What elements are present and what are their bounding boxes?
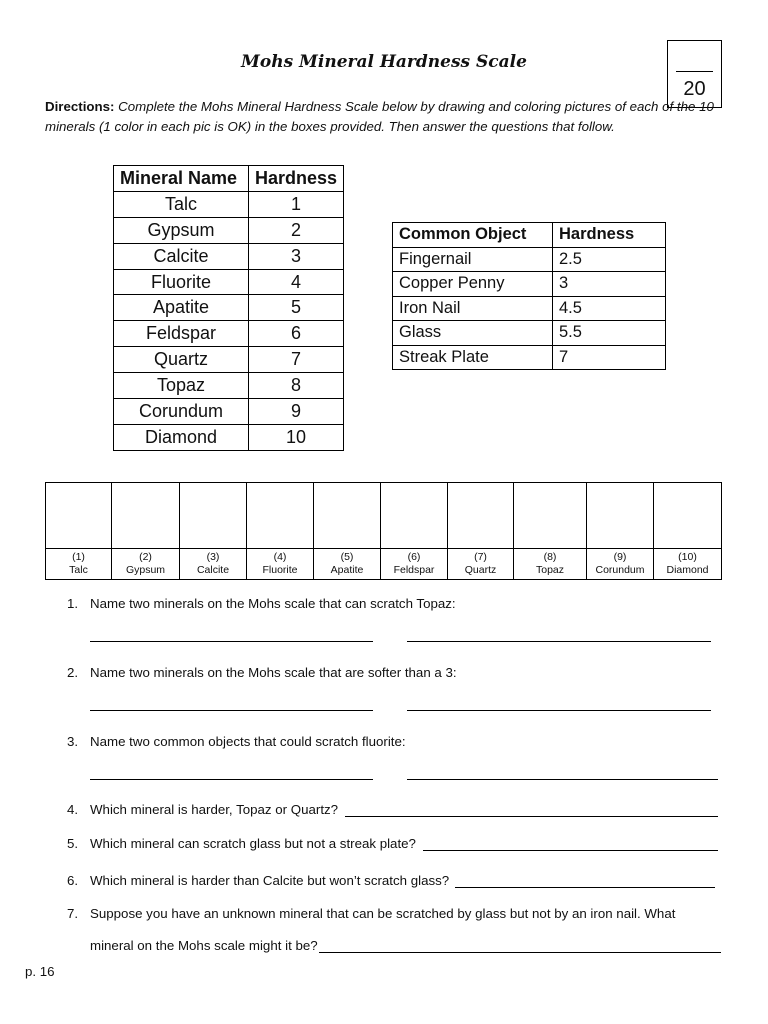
mineral-hardness-table (113, 165, 344, 451)
answer-line-6[interactable] (455, 887, 715, 888)
hardness-cell: 4.5 (553, 296, 666, 321)
answer-line-1b[interactable] (407, 641, 711, 642)
hardness-cell: 2.5 (553, 247, 666, 272)
drawing-box-apatite[interactable] (314, 483, 381, 549)
mineral-name-cell: Fluorite (114, 269, 249, 295)
drawing-box-feldspar[interactable] (381, 483, 448, 549)
answer-line-4[interactable] (345, 816, 718, 817)
drawing-box-quartz[interactable] (448, 483, 514, 549)
box-mineral-name: Feldspar (393, 564, 435, 576)
box-mineral-name: Diamond (666, 564, 709, 576)
box-number: (4) (273, 551, 287, 563)
hardness-cell: 7 (249, 347, 344, 373)
drawing-box-label (654, 549, 722, 580)
table-row (114, 347, 344, 373)
box-number: (7) (474, 551, 487, 563)
box-number: (9) (613, 551, 627, 563)
table-row (393, 321, 666, 346)
table-row (393, 296, 666, 321)
table-row (393, 272, 666, 297)
question-text: Which mineral can scratch glass but not a streak plate? (90, 836, 416, 851)
box-number: (1) (72, 551, 85, 563)
column-header: Common Object (393, 223, 553, 248)
page-title: Mohs Mineral Hardness Scale (241, 52, 527, 72)
question-number: 2. (67, 665, 79, 680)
drawing-label-row (46, 549, 722, 580)
table-row (114, 373, 344, 399)
object-name-cell: Glass (393, 321, 553, 346)
table-row (114, 217, 344, 243)
hardness-cell: 5.5 (553, 321, 666, 346)
question-number: 1. (67, 596, 79, 611)
drawing-box-label (46, 549, 112, 580)
table-row (393, 345, 666, 370)
drawing-box-label (180, 549, 247, 580)
hardness-cell: 7 (553, 345, 666, 370)
drawing-box-label (514, 549, 587, 580)
drawing-box-label (247, 549, 314, 580)
table-row (114, 191, 344, 217)
hardness-cell: 4 (249, 269, 344, 295)
directions-label: Directions: (45, 99, 115, 114)
answer-line-5[interactable] (423, 850, 718, 851)
box-mineral-name: Talc (69, 564, 88, 576)
box-number: (6) (407, 551, 421, 563)
page-number: p. 16 (25, 964, 55, 979)
drawing-box-diamond[interactable] (654, 483, 722, 549)
question-text: Which mineral is harder than Calcite but won’t scratch glass? (90, 873, 450, 888)
hardness-cell: 9 (249, 399, 344, 425)
hardness-cell: 2 (249, 217, 344, 243)
drawing-box-label (587, 549, 654, 580)
box-mineral-name: Corundum (595, 564, 645, 576)
box-mineral-name: Quartz (464, 564, 497, 576)
box-number: (5) (340, 551, 354, 563)
mineral-name-cell: Corundum (114, 399, 249, 425)
box-number: (3) (206, 551, 220, 563)
column-header: Hardness (249, 166, 344, 192)
drawing-box-fluorite[interactable] (247, 483, 314, 549)
directions (45, 97, 725, 137)
question-number: 6. (67, 873, 79, 888)
mineral-name-cell: Feldspar (114, 321, 249, 347)
answer-line-2b[interactable] (407, 710, 711, 711)
table-row (393, 247, 666, 272)
mineral-name-cell: Topaz (114, 373, 249, 399)
object-name-cell: Streak Plate (393, 345, 553, 370)
mineral-name-cell: Quartz (114, 347, 249, 373)
mineral-name-cell: Talc (114, 191, 249, 217)
box-mineral-name: Calcite (196, 564, 230, 576)
box-mineral-name: Apatite (330, 564, 364, 576)
answer-line-3b[interactable] (407, 779, 718, 780)
table-row (114, 321, 344, 347)
drawing-box-label (112, 549, 180, 580)
answer-line-2a[interactable] (90, 710, 373, 711)
table-row (114, 295, 344, 321)
score-blank-line[interactable] (676, 71, 713, 72)
table-row (114, 269, 344, 295)
hardness-cell: 5 (249, 295, 344, 321)
drawing-box-topaz[interactable] (514, 483, 587, 549)
drawing-box-label (448, 549, 514, 580)
drawing-box-talc[interactable] (46, 483, 112, 549)
question-text: mineral on the Mohs scale might it be? (90, 938, 318, 953)
mineral-name-cell: Calcite (114, 243, 249, 269)
object-name-cell: Fingernail (393, 247, 553, 272)
mineral-name-cell: Diamond (114, 424, 249, 450)
hardness-cell: 10 (249, 424, 344, 450)
question-text: Name two common objects that could scratch fluorite: (90, 734, 406, 749)
question-number: 4. (67, 802, 79, 817)
box-mineral-name: Gypsum (125, 564, 166, 576)
score-total: 20 (683, 78, 706, 100)
answer-line-3a[interactable] (90, 779, 373, 780)
mineral-drawing-grid (45, 482, 722, 580)
table-header-row (114, 166, 344, 192)
table-row (114, 243, 344, 269)
box-mineral-name: Topaz (535, 564, 565, 576)
table-header-row (393, 223, 666, 248)
column-header: Hardness (553, 223, 666, 248)
hardness-cell: 1 (249, 191, 344, 217)
box-number: (2) (139, 551, 152, 563)
mineral-name-cell: Gypsum (114, 217, 249, 243)
question-text: Which mineral is harder, Topaz or Quartz? (90, 802, 339, 817)
hardness-cell: 8 (249, 373, 344, 399)
hardness-cell: 6 (249, 321, 344, 347)
directions-text: Complete the Mohs Mineral Hardness Scale below by drawing and coloring pictures of each of the 10 minerals (1 color in each pic is OK) in the boxes provided. Then answer the questions that follow. (45, 99, 714, 134)
common-object-hardness-table (392, 222, 666, 370)
question-text: Name two minerals on the Mohs scale that are softer than a 3: (90, 665, 457, 680)
object-name-cell: Iron Nail (393, 296, 553, 321)
drawing-box-row (46, 483, 722, 549)
table-row (114, 399, 344, 425)
question-number: 5. (67, 836, 79, 851)
box-number: (8) (543, 551, 557, 563)
answer-line-1a[interactable] (90, 641, 373, 642)
question-text: Name two minerals on the Mohs scale that can scratch Topaz: (90, 596, 456, 611)
drawing-box-calcite[interactable] (180, 483, 247, 549)
hardness-cell: 3 (249, 243, 344, 269)
question-text: Suppose you have an unknown mineral that can be scratched by glass but not by an iron nail. What (90, 906, 676, 921)
box-mineral-name: Fluorite (262, 564, 298, 576)
object-name-cell: Copper Penny (393, 272, 553, 297)
drawing-box-gypsum[interactable] (112, 483, 180, 549)
question-number: 3. (67, 734, 79, 749)
table-row (114, 424, 344, 450)
mineral-name-cell: Apatite (114, 295, 249, 321)
question-number: 7. (67, 906, 79, 921)
column-header: Mineral Name (114, 166, 249, 192)
box-number: (10) (678, 551, 697, 563)
drawing-box-label (381, 549, 448, 580)
drawing-box-corundum[interactable] (587, 483, 654, 549)
drawing-box-label (314, 549, 381, 580)
answer-line-7[interactable] (319, 952, 721, 953)
hardness-cell: 3 (553, 272, 666, 297)
